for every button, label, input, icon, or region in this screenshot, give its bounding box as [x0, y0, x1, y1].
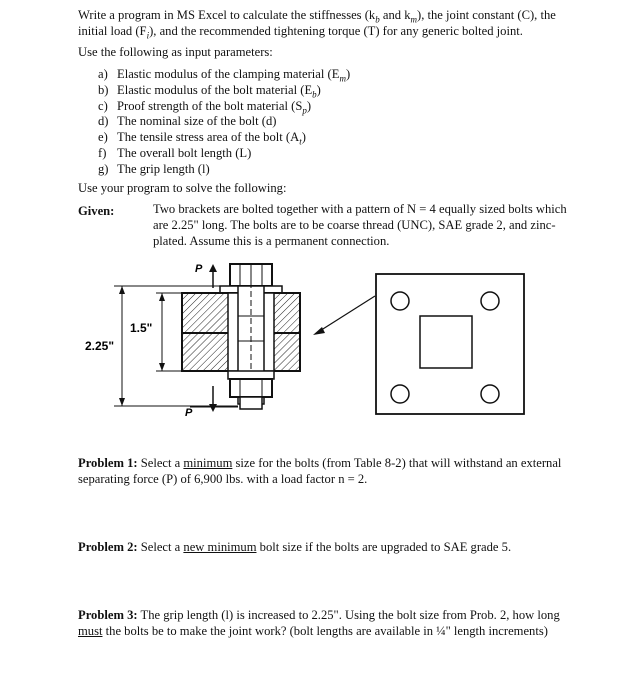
- input-item-letter: e): [98, 130, 108, 145]
- problem-1: Problem 1: Select a minimum size for the bolts (from Table 8-2) that will withstand an external separating force (P) of 6,900 lbs. with a load factor n = 2.: [78, 456, 562, 486]
- svg-text:1.5": 1.5": [130, 321, 153, 335]
- input-item-letter: d): [98, 114, 109, 129]
- input-item: The overall bolt length (L): [117, 146, 252, 160]
- given-line-2: are 2.25" long. The bolts are to be coarse thread (UNC), SAE grade 2, and zinc-: [153, 218, 556, 232]
- inputs-heading: Use the following as input parameters:: [78, 45, 273, 59]
- input-item: Elastic modulus of the bolt material $(E_b)$: [117, 82, 321, 100]
- load-arrow-top: [195, 263, 217, 288]
- svg-text:2.25": 2.25": [85, 339, 115, 353]
- given-line-3: plated. Assume this is a permanent connection.: [153, 234, 390, 248]
- svg-text:P: P: [195, 263, 203, 275]
- problem-2: Problem 2: Select a new minimum bolt size if the bolts are upgraded to SAE grade 5.: [78, 540, 512, 554]
- input-item-letter: f): [98, 146, 107, 160]
- given-label: Given:: [78, 204, 115, 218]
- problem-1-label: Problem 1:: [78, 456, 138, 470]
- given-line-1: Two brackets are bolted together with a pattern of N = 4 equally sized bolts which: [153, 202, 567, 216]
- dimension-grip: [130, 293, 182, 371]
- intro-line-1: Write a program in MS Excel to calculate the stiffnesses ($k_b$ and $k_m$), the joint constant (C), the: [78, 8, 556, 25]
- bolt-pattern-plate: [376, 274, 524, 414]
- input-item: The nominal size of the bolt (d): [117, 114, 277, 129]
- input-item-letter: g): [98, 161, 109, 176]
- intro-line-2: initial load $(F_i)$, and the recommended tightening torque (T) for any generic bolted joint.: [78, 24, 523, 41]
- input-item: The grip length (l): [117, 161, 210, 176]
- input-item-letter: b): [98, 82, 109, 97]
- bolted-joint-figure: [70, 256, 540, 426]
- pointer-arrow: [313, 296, 375, 335]
- problem-2-label: Problem 2:: [78, 540, 138, 554]
- input-item-letter: c): [98, 98, 108, 113]
- input-item-letter: a): [98, 67, 108, 81]
- input-item: Proof strength of the bolt material $(S_p)$: [117, 98, 312, 116]
- solve-heading: Use your program to solve the following:: [78, 181, 287, 195]
- svg-text:P: P: [185, 407, 193, 419]
- nut: [228, 371, 274, 409]
- problem-3-label: Problem 3:: [78, 608, 138, 622]
- problem-3: Problem 3: The grip length (l) is increased to 2.25". Using the bolt size from Prob. 2, how long must the bolts be to make the joint work? (bolt lengths are available in ¼" length increments): [78, 608, 560, 638]
- input-item: Elastic modulus of the clamping material $(E_m)$: [117, 67, 351, 84]
- input-item: The tensile stress area of the bolt $(A_t)$: [117, 130, 306, 147]
